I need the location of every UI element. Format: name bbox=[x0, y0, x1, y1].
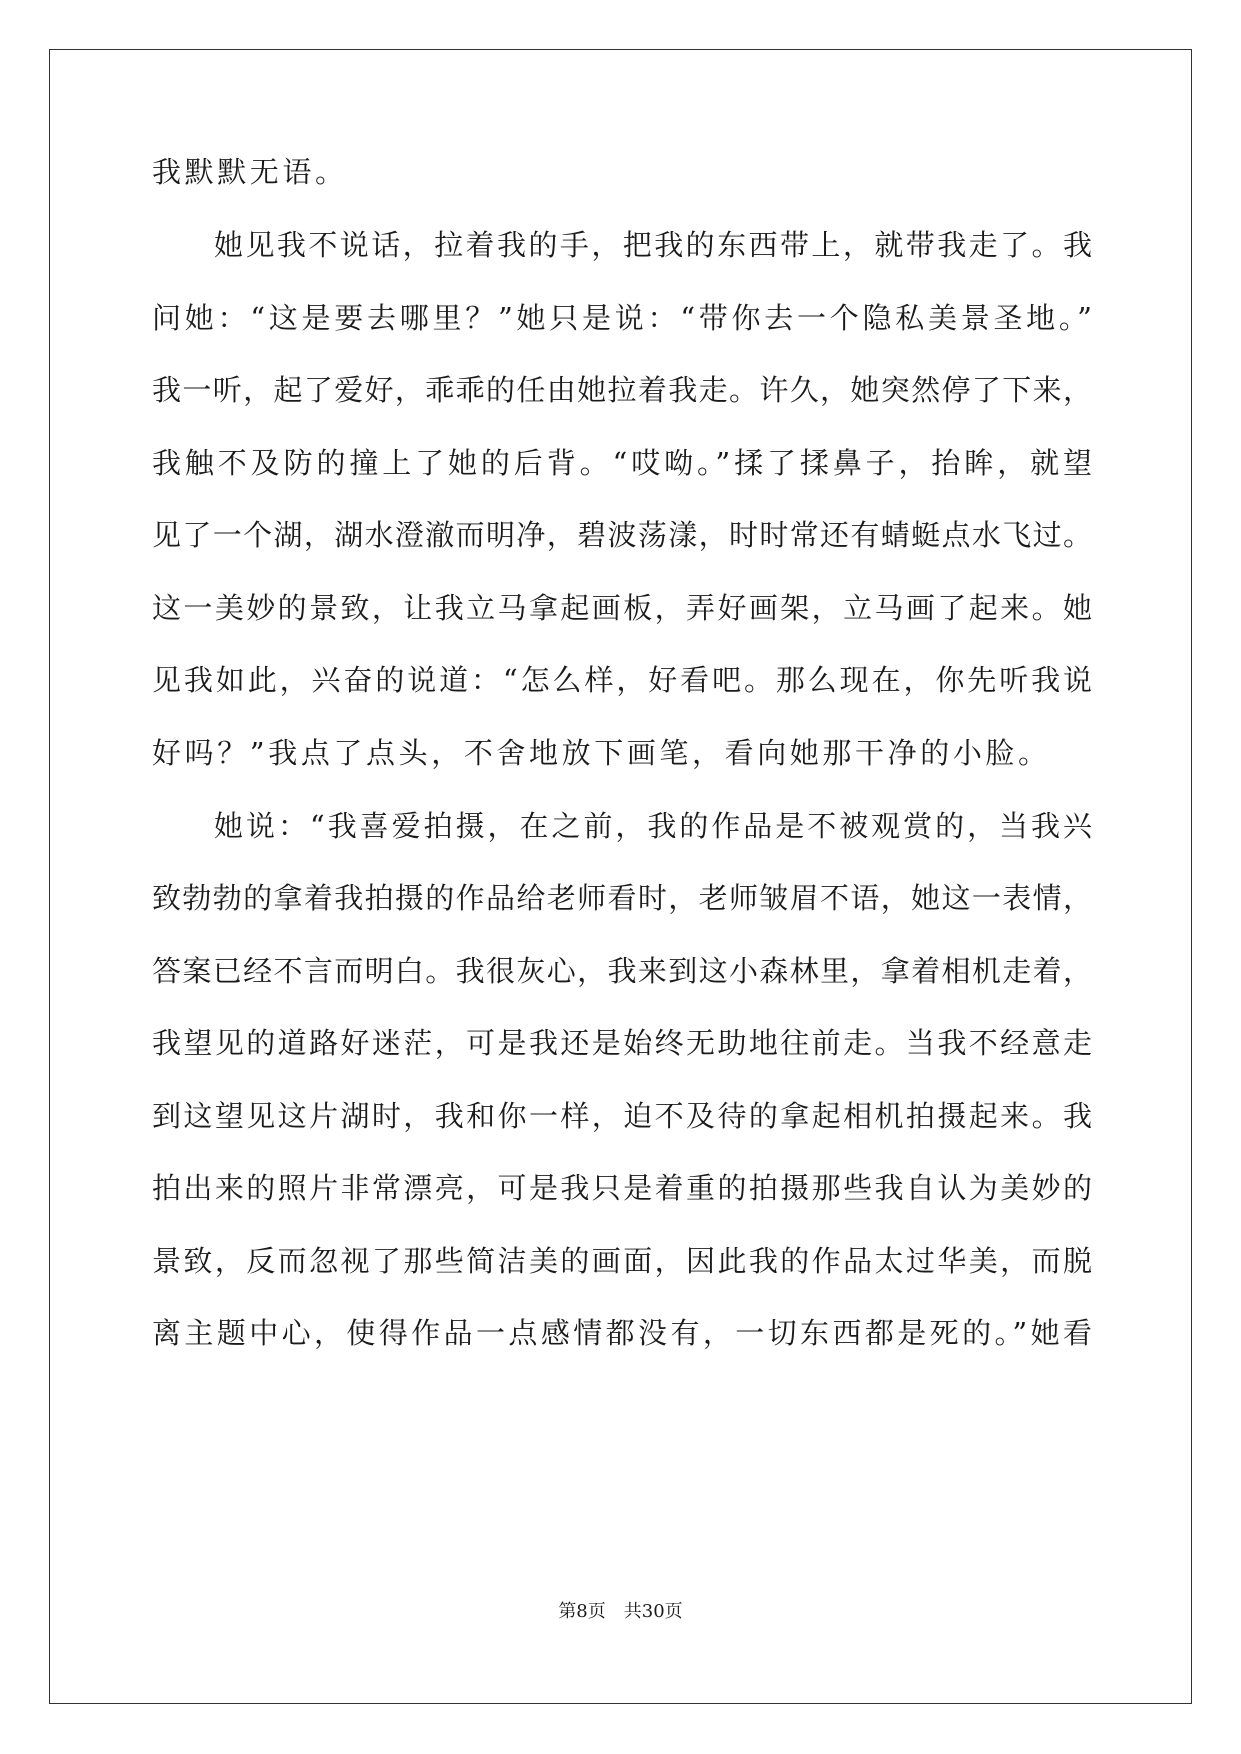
text-line: 景致，反而忽视了那些简洁美的画面，因此我的作品太过华美，而脱 bbox=[152, 1244, 1092, 1278]
text-line: 我望见的道路好迷茫，可是我还是始终无助地往前走。当我不经意走 bbox=[152, 1026, 1092, 1060]
text-line: 她见我不说话，拉着我的手，把我的东西带上，就带我走了。我 bbox=[214, 228, 1092, 262]
text-line: 我一听，起了爱好，乖乖的任由她拉着我走。许久，她突然停了下来， bbox=[152, 373, 1092, 407]
text-line: 问她：“这是要去哪里？”她只是说：“带你去一个隐私美景圣地。” bbox=[152, 301, 1092, 335]
page-footer bbox=[0, 1600, 1241, 1624]
text-line: 致勃勃的拿着我拍摄的作品给老师看时，老师皱眉不语，她这一表情， bbox=[152, 881, 1092, 915]
page-total: 共30页 bbox=[623, 1601, 683, 1622]
text-line: 她说：“我喜爱拍摄，在之前，我的作品是不被观赏的，当我兴 bbox=[214, 809, 1092, 843]
text-line: 离主题中心，使得作品一点感情都没有，一切东西都是死的。”她看 bbox=[152, 1316, 1092, 1350]
page-number: 第8页 bbox=[558, 1601, 606, 1622]
text-line: 我默默无语。 bbox=[152, 155, 348, 189]
text-line: 这一美妙的景致，让我立马拿起画板，弄好画架，立马画了起来。她 bbox=[152, 591, 1092, 625]
text-line: 到这望见这片湖时，我和你一样，迫不及待的拿起相机拍摄起来。我 bbox=[152, 1099, 1092, 1133]
text-line: 见了一个湖，湖水澄澈而明净，碧波荡漾，时时常还有蜻蜓点水飞过。 bbox=[152, 518, 1092, 552]
text-line: 拍出来的照片非常漂亮，可是我只是着重的拍摄那些我自认为美妙的 bbox=[152, 1171, 1092, 1205]
text-line: 我触不及防的撞上了她的后背。“哎呦。”揉了揉鼻子，抬眸，就望 bbox=[152, 446, 1092, 480]
text-line: 答案已经不言而明白。我很灰心，我来到这小森林里，拿着相机走着， bbox=[152, 954, 1092, 988]
text-line: 好吗？”我点了点头，不舍地放下画笔，看向她那干净的小脸。 bbox=[152, 736, 1051, 770]
text-line: 见我如此，兴奋的说道：“怎么样，好看吧。那么现在，你先听我说 bbox=[152, 663, 1092, 697]
